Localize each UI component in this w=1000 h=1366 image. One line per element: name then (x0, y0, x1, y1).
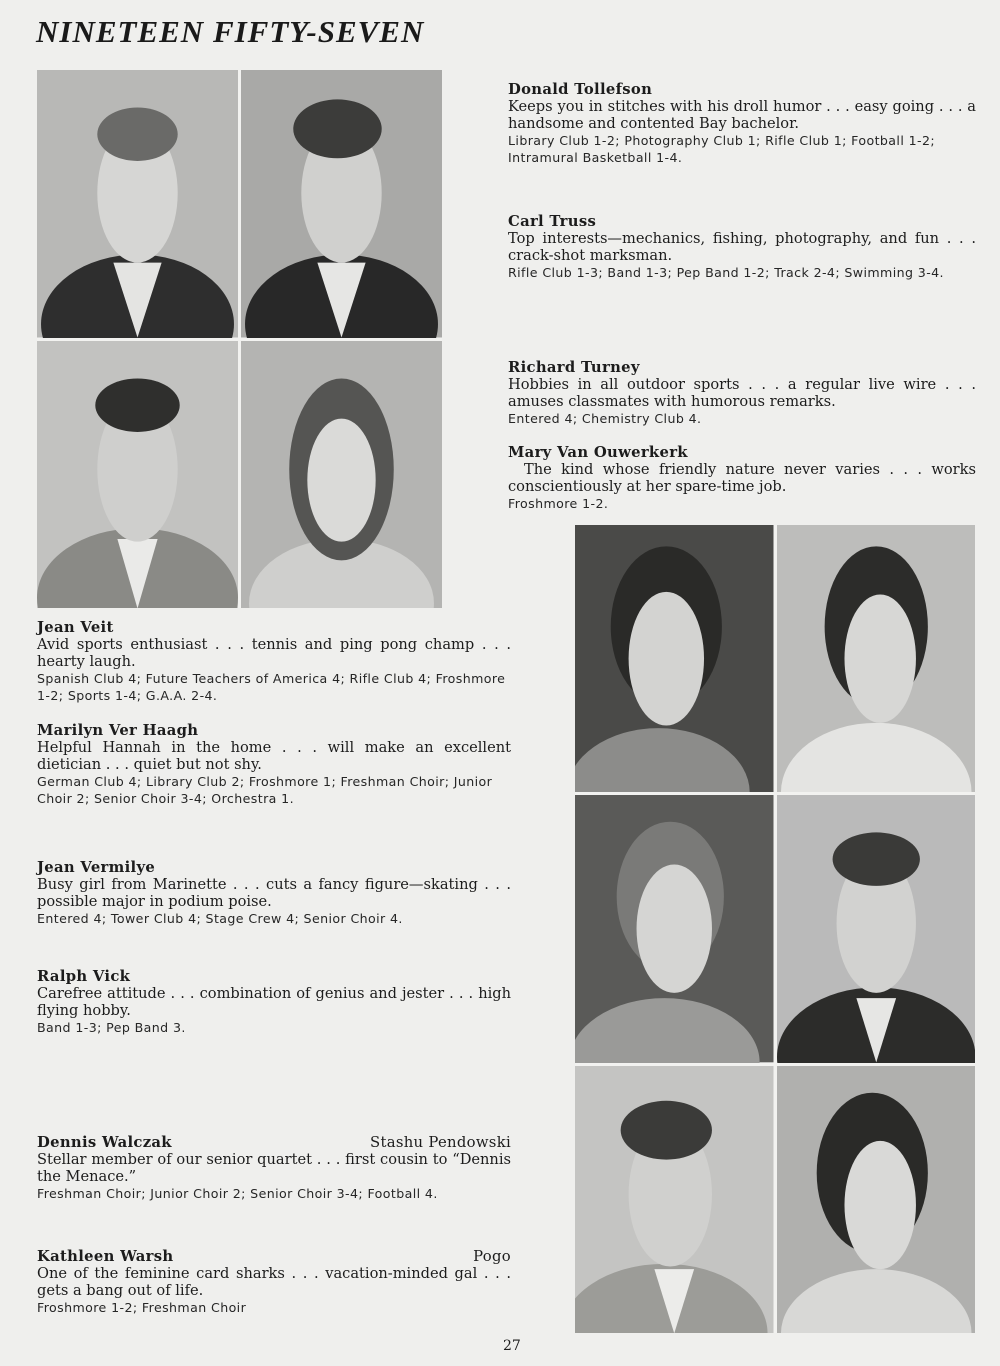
student-entry (508, 81, 976, 166)
student-name: Donald Tollefson (508, 81, 653, 98)
portrait-photo (777, 1066, 976, 1333)
student-entry (37, 722, 511, 807)
student-name: Dennis Walczak (37, 1134, 172, 1151)
student-nickname: Pogo (473, 1248, 511, 1265)
portrait-grid-top (37, 70, 442, 608)
student-description: Stellar member of our senior quartet . . . first cousin to “Dennis the Menace.” (37, 1151, 511, 1185)
student-activities: Entered 4; Chemistry Club 4. (508, 411, 702, 426)
student-entry (508, 359, 976, 427)
portrait-photo (575, 1066, 774, 1333)
student-entry (37, 859, 511, 927)
student-description: Hobbies in all outdoor sports . . . a regular live wire . . . amuses classmates with humorous remarks. (508, 376, 976, 410)
portrait-photo (37, 70, 238, 338)
portrait-photo (777, 525, 976, 792)
student-entry (37, 1134, 511, 1202)
student-activities: Rifle Club 1-3; Band 1-3; Pep Band 1-2; Track 2-4; Swimming 3-4. (508, 265, 944, 280)
portrait-photo (575, 525, 774, 792)
student-name: Mary Van Ouwerkerk (508, 444, 688, 461)
portrait-photo (777, 795, 976, 1062)
student-entry (37, 1248, 511, 1316)
student-entry (37, 968, 511, 1036)
page-title: NINETEEN FIFTY-SEVEN (36, 14, 425, 49)
student-activities: Spanish Club 4; Future Teachers of America 4; Rifle Club 4; Froshmore 1-2; Sports 1-4; G.A.A. 2-4. (37, 671, 506, 703)
student-name: Ralph Vick (37, 968, 131, 985)
student-name: Jean Vermilye (37, 859, 156, 876)
student-entry (508, 444, 976, 512)
student-activities: Froshmore 1-2. (508, 496, 609, 511)
student-entry (37, 619, 511, 704)
student-name: Kathleen Warsh (37, 1248, 174, 1265)
student-description: Helpful Hannah in the home . . . will make an excellent dietician . . . quiet but not shy. (37, 739, 511, 773)
student-activities: Froshmore 1-2; Freshman Choir (37, 1300, 247, 1315)
student-name: Carl Truss (508, 213, 597, 230)
student-activities: German Club 4; Library Club 2; Froshmore 1; Freshman Choir; Junior Choir 2; Senior Choir 3-4; Orchestra 1. (37, 774, 493, 806)
portrait-photo (241, 341, 442, 609)
student-activities: Library Club 1-2; Photography Club 1; Rifle Club 1; Football 1-2; Intramural Basketball 1-4. (508, 133, 936, 165)
portrait-photo (575, 795, 774, 1062)
page-number: 27 (503, 1338, 521, 1354)
student-nickname: Stashu Pendowski (370, 1134, 511, 1151)
student-name: Richard Turney (508, 359, 640, 376)
student-description: Keeps you in stitches with his droll humor . . . easy going . . . a handsome and contented Bay bachelor. (508, 98, 976, 132)
student-description: Top interests—mechanics, fishing, photography, and fun . . . crack-shot marksman. (508, 230, 976, 264)
student-name: Jean Veit (37, 619, 114, 636)
student-entry (508, 213, 976, 281)
student-description: Busy girl from Marinette . . . cuts a fancy figure—skating . . . possible major in podium poise. (37, 876, 511, 910)
student-activities: Entered 4; Tower Club 4; Stage Crew 4; Senior Choir 4. (37, 911, 403, 926)
student-description: The kind whose friendly nature never varies . . . works conscientiously at her spare-time job. (508, 461, 976, 495)
student-description: Avid sports enthusiast . . . tennis and ping pong champ . . . hearty laugh. (37, 636, 511, 670)
student-description: Carefree attitude . . . combination of genius and jester . . . high flying hobby. (37, 985, 511, 1019)
portrait-photo (37, 341, 238, 609)
student-description: One of the feminine card sharks . . . vacation-minded gal . . . gets a bang out of life. (37, 1265, 511, 1299)
student-activities: Band 1-3; Pep Band 3. (37, 1020, 186, 1035)
student-activities: Freshman Choir; Junior Choir 2; Senior Choir 3-4; Football 4. (37, 1186, 438, 1201)
portrait-photo (241, 70, 442, 338)
portrait-grid-right (575, 525, 975, 1333)
student-name: Marilyn Ver Haagh (37, 722, 199, 739)
